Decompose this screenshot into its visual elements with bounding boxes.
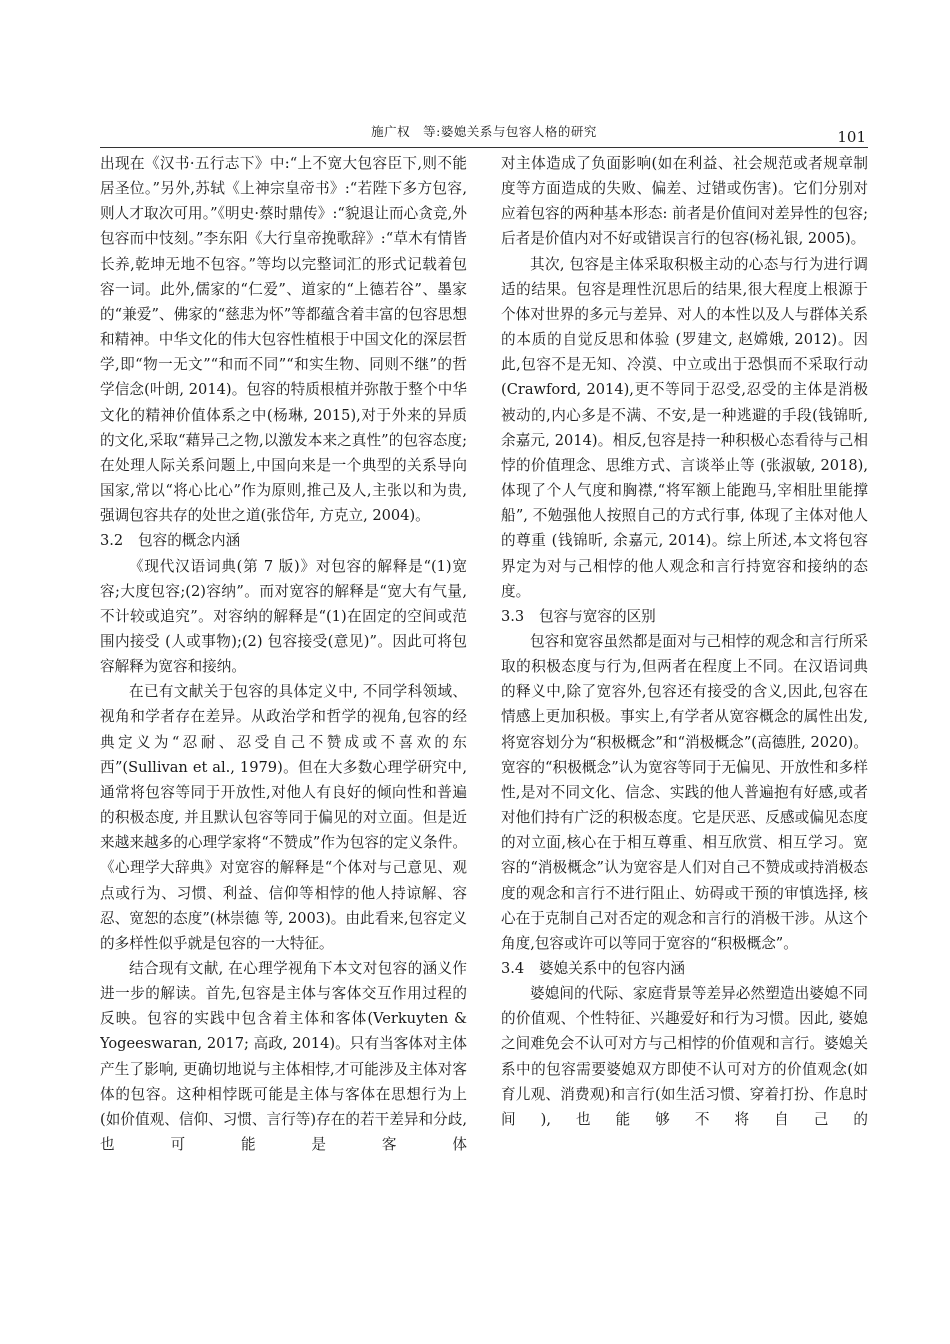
section-heading-3-2 [100, 528, 467, 553]
section-number: 3.2 [100, 532, 124, 550]
right-paragraph-3: 包容和宽容虽然都是面对与己相悖的观念和言行所采取的积极态度与行为,但两者在程度上不同。在汉语词典的释义中,除了宽容外,包容还有接受的含义,因此,包容在情感上更加积极。事实上,有学者从宽容概念的属性出发,将宽容划分为“积极概念”和“消极概念”(高德胜, 2020)。宽容的“积极概念”认为宽容等同于无偏见、开放性和多样性,是对不同文化、信念、实践的他人普遍抱有好感,或者对他们持有广泛的积极态度。它是厌恶、反感或偏见态度的对立面,核心在于相互尊重、相互欣赏、相互学习。宽容的“消极概念”认为宽容是人们对自己不赞成或持消极态度的观念和言行不进行阻止、妨碍或干预的审慎选择, 核心在于克制自己对否定的观念和言行的消极干涉。从这个角度,包容或许可以等同于宽容的“积极概念”。 [501, 632, 868, 952]
left-paragraph-1: 出现在《汉书·五行志下》中:“上不宽大包容臣下,则不能居圣位。”另外,苏轼《上神宗皇帝书》:“若陛下多方包容,则人才取次可用。”《明史·蔡时鼎传》:“貌退让而心贪竞,外包容而中忮刻。”李东阳《大行皇帝挽歌辞》:“草木有情皆长养,乾坤无地不包容。”等均以完整词汇的形式记载着包容一词。此外,儒家的“仁爱”、道家的“上德若谷”、墨家的“兼爱”、佛家的“慈悲为怀”等都蕴含着丰富的包容思想和精神。中华文化的伟大包容性植根于中国文化的深层哲学,即“物一无文”“和而不同”“和实生物、同则不继”的哲学信念(叶朗, 2014)。包容的特质根植并弥散于整个中华文化的精神价值体系之中(杨琳, 2015),对于外来的异质的文化,采取“藉异己之物,以激发本来之真性”的包容态度;在处理人际关系问题上,中国向来是一个典型的关系导向国家,常以“将心比心”作为原则,推己及人,主张以和为贵,强调包容共存的处世之道(张岱年, 方克立, 2004)。 [100, 155, 467, 525]
right-paragraph-1: 对主体造成了负面影响(如在利益、社会规范或者规章制度等方面造成的失败、偏差、过错或伤害)。它们分别对应着包容的两种基本形态: 前者是价值间对差异性的包容; 后者是价值内对不好或错误言行的包容(杨礼银, 2005)。 [501, 155, 868, 248]
page-number: 101 [837, 128, 866, 146]
running-head-title: 施广权 等:婆媳关系与包容人格的研究 [371, 124, 597, 139]
right-paragraph-2: 其次, 包容是主体采取积极主动的心态与行为进行调适的结果。包容是理性沉思后的结果,很大程度上根源于个体对世界的多元与差异、对人的本性以及人与群体关系的本质的自觉反思和体验 (罗建文, 赵嫦娥, 2012)。因此,包容不是无知、冷漠、中立或出于恐惧而不采取行动 (Crawford, 2014),更不等同于忍受,忍受的主体是消极被动的,内心多是不满、不安,是一种逃避的手段(钱锦昕, 余嘉元, 2014)。相反,包容是持一种积极心态看待与己相悖的价值理念、思维方式、言谈举止等 (张淑敏, 2018), 体现了个人气度和胸襟,“将军额上能跑马,宰相肚里能撑船”, 不勉强他人按照自己的方式行事, 体现了主体对他人的尊重 (钱锦昕, 余嘉元, 2014)。综上所述,本文将包容界定为对与己相悖的他人观念和言行持宽容和接纳的态度。 [501, 255, 868, 600]
section-title: 婆媳关系中的包容内涵 [539, 960, 685, 977]
left-column [100, 151, 467, 1291]
header-rule [100, 147, 868, 148]
section-heading-3-3 [501, 604, 868, 629]
left-paragraph-4: 结合现有文献, 在心理学视角下本文对包容的涵义作进一步的解读。首先,包容是主体与客体交互作用过程的反映。包容的实践中包含着主体和客体(Verkuyten & Yogeeswaran, 2017; 高政, 2014)。只有当客体对主体产生了影响, 更确切地说与主体相悖,才可能涉及主体对客体的包容。这种相悖既可能是主体与客体在思想行为上(如价值观、信仰、习惯、言行等)存在的若干差异和分歧,也可能是客体 [100, 960, 467, 1154]
section-title: 包容与宽容的区别 [539, 607, 656, 625]
section-heading-3-4 [501, 956, 868, 981]
section-number: 3.4 [501, 960, 525, 977]
section-title: 包容的概念内涵 [138, 532, 241, 550]
section-number: 3.3 [501, 607, 525, 625]
left-paragraph-3: 在已有文献关于包容的具体定义中, 不同学科领域、视角和学者存在差异。从政治学和哲学的视角,包容的经典定义为“忍耐、忍受自己不赞成或不喜欢的东西”(Sullivan et al., 1979)。但在大多数心理学研究中,通常将包容等同于开放性,对他人有良好的倾向性和普遍的积极态度, 并且默认包容等同于偏见的对立面。但是近来越来越多的心理学家将“不赞成”作为包容的定义条件。《心理学大辞典》对宽容的解释是“个体对与己意见、观点或行为、习惯、利益、信仰等相悖的他人持谅解、容忍、宽恕的态度”(林崇德 等, 2003)。由此看来,包容定义的多样性似乎就是包容的一大特征。 [100, 683, 467, 952]
right-paragraph-4: 婆媳间的代际、家庭背景等差异必然塑造出婆媳不同的价值观、个性特征、兴趣爱好和行为习惯。因此, 婆媳之间难免会不认可对方与己相悖的价值观和言行。婆媳关系中的包容需要婆媳双方即使不认可对方的价值观念(如育儿观、消费观)和言行(如生活习惯、穿着打扮、作息时间),也能够不将自己的 [501, 985, 868, 1128]
left-paragraph-2: 《现代汉语词典(第 7 版)》对包容的解释是“(1)宽容;大度包容;(2)容纳”。而对宽容的解释是“宽大有气量,不计较或追究”。对容纳的解释是“(1)在固定的空间或范围内接受 (人或事物);(2) 包容接受(意见)”。因此可将包容解释为宽容和接纳。 [100, 557, 467, 676]
right-column [501, 151, 868, 1291]
